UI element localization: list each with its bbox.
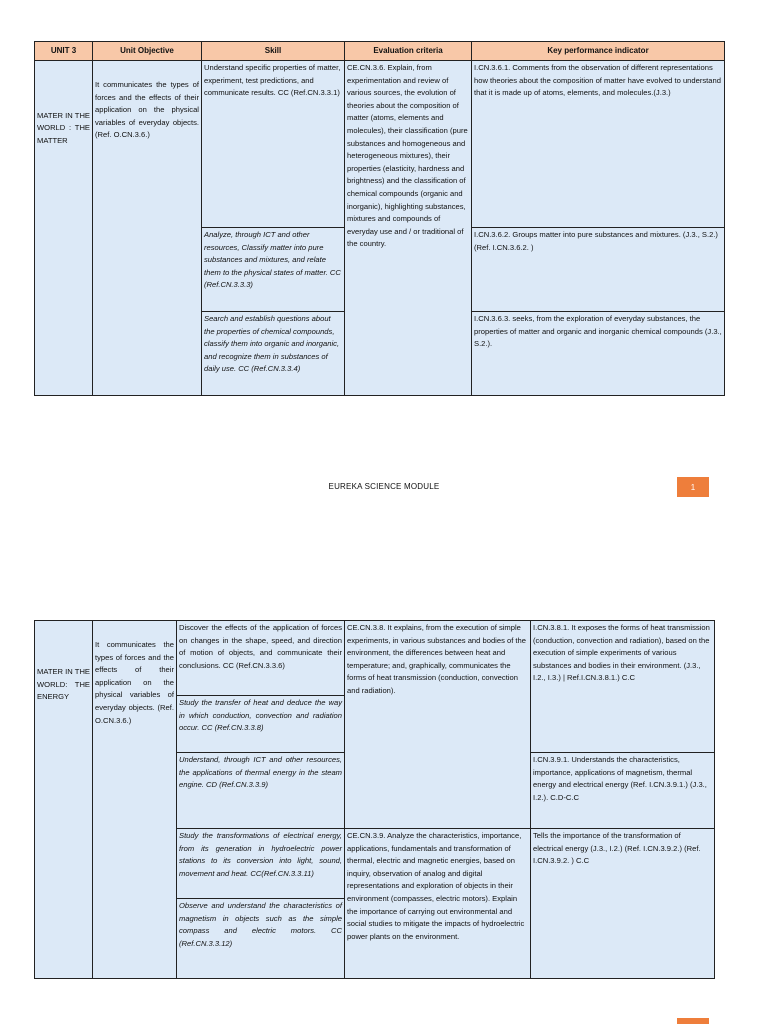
skill-cell: Understand specific properties of matter, experiment, test predictions, and communicate results. CC (Ref.CN.3.3.1): [202, 61, 345, 228]
kpi-cell: I.CN.3.6.1. Comments from the observation of different representations how theories about the composition of matter have evolved to understand that it is made up of atoms, elements, and molecules.(J.3.): [472, 61, 725, 228]
kpi-cell: I.CN.3.9.1. Understands the characteristics, importance, applications of magnetism, thermal energy and electrical energy (Ref. I.CN.3.9.1.) (J.3., I.2.). C.D-C.C: [531, 753, 715, 829]
header-kpi: Key performance indicator: [472, 42, 725, 61]
unit-table-matter: [34, 41, 725, 396]
header-row: [35, 42, 725, 61]
skill-cell: Study the transfer of heat and deduce the way in which conduction, convection and radiation occur. CC (Ref.CN.3.3.8): [177, 696, 345, 753]
header-skill: Skill: [202, 42, 345, 61]
unit-objective: It communicates the types of forces and the effects of their application on the physical variables of everyday objects. (Ref. O.CN.3.6.): [93, 61, 202, 396]
evaluation-criteria: CE.CN.3.6. Explain, from experimentation and review of various sources, the evolution of theories about the composition of matter (atoms, elements and molecules), their classification (pure substances and homogeneous and heterogeneous mixtures), their properties (elasticity, hardness and brightness) and the classification of chemical compounds (organic and inorganic), highlighting substances, mixtures and compounds of everyday use and / or traditional of the country.: [345, 61, 472, 396]
kpi-cell: Tells the importance of the transformation of electrical energy (J.3., I.2.) (Ref. I.CN.3.9.2.) (Ref. I.CN.3.9.2. ) C.C: [531, 829, 715, 979]
skill-cell: Understand, through ICT and other resources, the applications of thermal energy in the steam engine. CD (Ref.CN.3.3.9): [177, 753, 345, 829]
evaluation-criteria: CE.CN.3.8. It explains, from the execution of simple experiments, in various substances and bodies of the environment, the differences between heat and temperature; and, graphically, communicates the forms of heat transmission (conduction, convection and radiation).: [345, 621, 531, 829]
evaluation-criteria: CE.CN.3.9. Analyze the characteristics, importance, applications, fundamentals and transformation of thermal, electric and magnetic energies, based on inquiry, observation of analog and digital representations and exploration of objects in their environment (compasses, electric motors). Explain the importance of carrying out environmental and social studies to mitigate the impacts of hydroelectric power plants on the environment.: [345, 829, 531, 979]
kpi-cell: I.CN.3.8.1. It exposes the forms of heat transmission (conduction, convection and radiation), based on the execution of simple experiments of various substances and bodies in their environment. (J.3., I.2., I.3.) | Ref.I.CN.3.8.1.) C.C: [531, 621, 715, 753]
unit-label: MATER IN THE WORLD: THE ENERGY: [35, 621, 93, 979]
skill-cell: Discover the effects of the application of forces on changes in the shape, speed, and direction of motion of objects, and communicate their conclusions. CC (Ref.CN.3.3.6): [177, 621, 345, 696]
unit-table-energy: [34, 620, 715, 979]
page-number: 1: [677, 477, 709, 497]
header-objective: Unit Objective: [93, 42, 202, 61]
header-evaluation: Evaluation criteria: [345, 42, 472, 61]
skill-cell: Study the transformations of electrical energy, from its generation in hydroelectric power stations to its conversion into light, sound, movement and heat. CC(Ref.CN.3.3.11): [177, 829, 345, 899]
unit-objective: It communicates the types of forces and the effects of their application on the physical variables of everyday objects. (Ref. O.CN.3.6.): [93, 621, 177, 979]
kpi-cell: I.CN.3.6.3. seeks, from the exploration of everyday substances, the properties of matter and organic and inorganic chemical compounds (J.3., S.2.).: [472, 312, 725, 396]
unit-label: MATER IN THE WORLD : THE MATTER: [35, 61, 93, 396]
header-unit: UNIT 3: [35, 42, 93, 61]
skill-cell: Observe and understand the characteristics of magnetism in objects such as the simple compass and electric motors. CC (Ref.CN.3.3.12): [177, 899, 345, 979]
page-number-marker: [677, 1018, 709, 1024]
module-footer: EUREKA SCIENCE MODULE: [328, 482, 440, 491]
skill-cell: Search and establish questions about the properties of chemical compounds, classify them into organic and inorganic, and recognize them in substances of daily use. CC (Ref.CN.3.3.4): [202, 312, 345, 396]
kpi-cell: I.CN.3.6.2. Groups matter into pure substances and mixtures. (J.3., S.2.) (Ref. I.CN.3.6.2. ): [472, 228, 725, 312]
skill-cell: Analyze, through ICT and other resources, Classify matter into pure substances and mixtures, and relate them to the physical states of matter. CC (Ref.CN.3.3.3): [202, 228, 345, 312]
